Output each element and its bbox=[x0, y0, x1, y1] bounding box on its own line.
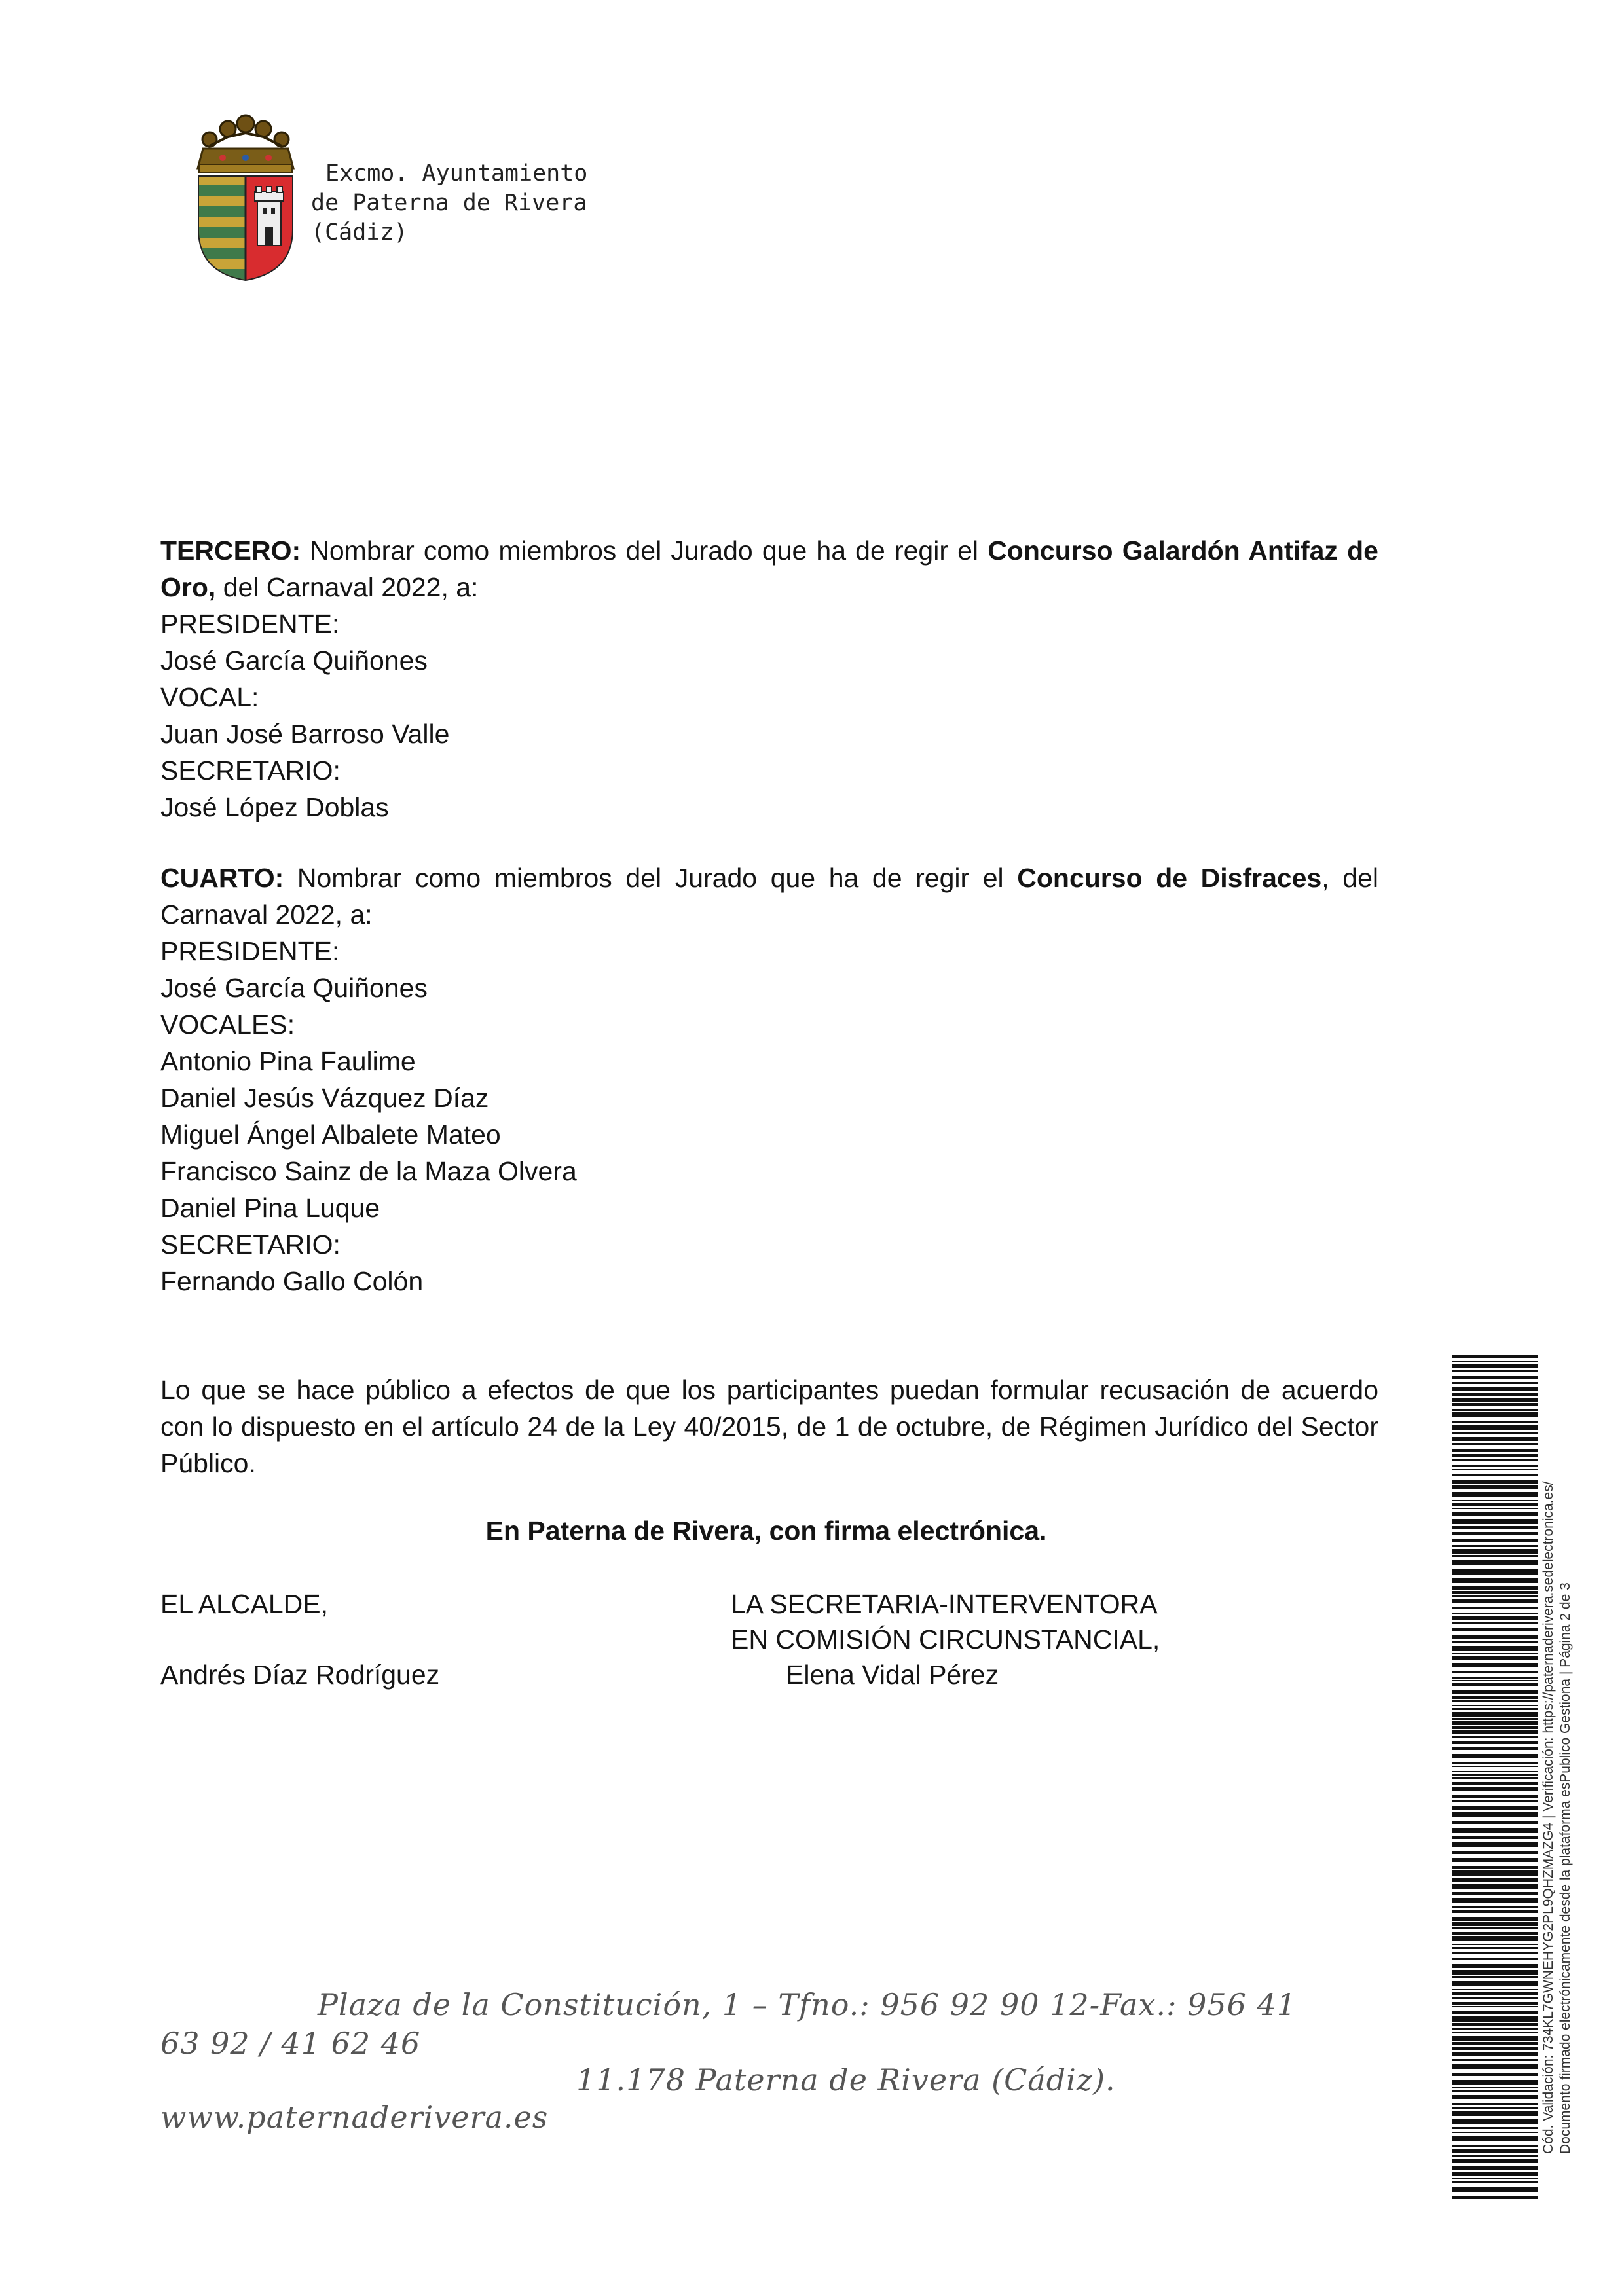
barcode-bar bbox=[1452, 2155, 1538, 2157]
barcode-bar bbox=[1452, 2159, 1538, 2163]
barcode-bar bbox=[1452, 1555, 1538, 1557]
barcode-bar bbox=[1452, 1884, 1538, 1889]
barcode-bar bbox=[1452, 1656, 1538, 1660]
barcode-bar bbox=[1452, 1866, 1538, 1869]
barcode-bar bbox=[1452, 1653, 1538, 1654]
barcode-bar bbox=[1452, 1721, 1538, 1725]
barcode-bar bbox=[1452, 2111, 1538, 2116]
barcode-bar bbox=[1452, 2107, 1538, 2109]
tercero-line: VOCAL: bbox=[160, 682, 259, 712]
barcode-bar bbox=[1452, 1616, 1538, 1620]
barcode-bar bbox=[1452, 1754, 1538, 1758]
barcode-bar bbox=[1452, 1782, 1538, 1785]
barcode-bar bbox=[1452, 1437, 1538, 1441]
barcode-bar bbox=[1452, 1730, 1538, 1734]
barcode-bar bbox=[1452, 1545, 1538, 1547]
barcode-bar bbox=[1452, 2132, 1538, 2133]
cuarto-line: Daniel Jesús Vázquez Díaz bbox=[160, 1083, 489, 1113]
barcode-bar bbox=[1452, 1622, 1538, 1624]
barcode-bar bbox=[1452, 1898, 1538, 1903]
barcode-bar bbox=[1452, 2073, 1538, 2076]
tercero-intro-line-2 bbox=[160, 569, 1378, 606]
barcode-bar bbox=[1452, 2103, 1538, 2105]
letterhead-line-3: (Cádiz) bbox=[311, 219, 408, 246]
barcode-bar bbox=[1452, 1932, 1538, 1935]
tercero-label: TERCERO: bbox=[160, 536, 301, 566]
barcode-bar bbox=[1452, 1696, 1538, 1699]
barcode-bar bbox=[1452, 1539, 1538, 1542]
closing-line: Público. bbox=[160, 1448, 256, 1478]
barcode-bar bbox=[1452, 1663, 1538, 1667]
barcode-bar bbox=[1452, 1364, 1538, 1368]
barcode-bar bbox=[1452, 1387, 1538, 1391]
barcode-bar bbox=[1452, 1591, 1538, 1594]
barcode-bar bbox=[1452, 1425, 1538, 1430]
barcode-bar bbox=[1452, 1952, 1538, 1954]
barcode-bar bbox=[1452, 1599, 1538, 1603]
validation-line-2: Documento firmado electrónicamente desde la plataforma esPublico Gestiona | Página 2 de 3 bbox=[1558, 1582, 1573, 2154]
cuarto-text-a: Nombrar como miembros del Jurado que ha de regir el bbox=[284, 863, 1018, 893]
barcode-bar bbox=[1452, 1892, 1538, 1895]
footer-address: Plaza de la Constitución, 1 – Tfno.: 956 92 90 12-Fax.: 956 41 bbox=[318, 1987, 1297, 2022]
closing-line: Lo que se hace público a efectos de que los participantes puedan formular recusación de acuerdo bbox=[160, 1375, 1378, 1405]
barcode-bar bbox=[1452, 1910, 1538, 1913]
barcode-bar bbox=[1452, 1370, 1538, 1372]
barcode-bar bbox=[1452, 1403, 1538, 1406]
barcode-bar bbox=[1452, 1944, 1538, 1945]
barcode-bar bbox=[1452, 2127, 1538, 2129]
tercero-contest-b: Oro, bbox=[160, 572, 216, 602]
barcode-bar bbox=[1452, 1412, 1538, 1417]
barcode-bar bbox=[1452, 1569, 1538, 1575]
cuarto-line: SECRETARIO: bbox=[160, 1230, 341, 1260]
barcode-bar bbox=[1452, 1947, 1538, 1949]
barcode-bar bbox=[1452, 1532, 1538, 1535]
footer-phones: 63 92 / 41 62 46 bbox=[160, 2026, 421, 2061]
cuarto-line: José García Quiñones bbox=[160, 973, 428, 1003]
barcode-bar bbox=[1452, 1449, 1538, 1452]
barcode-bar bbox=[1452, 2181, 1538, 2183]
barcode-bar bbox=[1452, 1485, 1538, 1489]
tercero-text-b: del Carnaval 2022, a: bbox=[215, 572, 479, 602]
barcode-bar bbox=[1452, 1459, 1538, 1461]
barcode-bar bbox=[1452, 1927, 1538, 1929]
mayor-title: EL ALCALDE, bbox=[160, 1589, 329, 1619]
barcode-bar bbox=[1452, 1469, 1538, 1470]
barcode-bar bbox=[1452, 2080, 1538, 2085]
cuarto-contest: Concurso de Disfraces bbox=[1017, 863, 1322, 893]
validation-text bbox=[1540, 1481, 1574, 2154]
barcode-bar bbox=[1452, 1771, 1538, 1772]
barcode-bar bbox=[1452, 1762, 1538, 1764]
barcode-bar bbox=[1452, 2064, 1538, 2069]
barcode-bar bbox=[1452, 1705, 1538, 1706]
secretary-title-2: EN COMISIÓN CIRCUNSTANCIAL, bbox=[731, 1624, 1160, 1654]
closing-paragraph bbox=[160, 1372, 1378, 1482]
tercero-line: PRESIDENTE: bbox=[160, 609, 340, 639]
validation-line-1: Cód. Validación: 734KL7GWNEHYG2PL9QHZMAZG4 | Verificación: https://paternaderivera.sedelectronica.es/ bbox=[1541, 1481, 1556, 2154]
barcode-bar bbox=[1452, 1958, 1538, 1960]
cuarto-intro-line-2: Carnaval 2022, a: bbox=[160, 900, 373, 930]
barcode-bar bbox=[1452, 1503, 1538, 1506]
barcode-bar bbox=[1452, 1828, 1538, 1833]
section-tercero bbox=[160, 532, 1378, 826]
cuarto-line: Fernando Gallo Colón bbox=[160, 1266, 424, 1296]
barcode-bar bbox=[1452, 1777, 1538, 1779]
shield-icon bbox=[199, 177, 292, 282]
tower-icon bbox=[255, 187, 284, 246]
barcode-bar bbox=[1452, 1586, 1538, 1590]
barcode-bar bbox=[1452, 1806, 1538, 1810]
barcode-bar bbox=[1452, 1774, 1538, 1776]
barcode-bar bbox=[1452, 1641, 1538, 1643]
barcode-bar bbox=[1452, 1936, 1538, 1941]
cuarto-line: PRESIDENTE: bbox=[160, 936, 340, 966]
barcode-bar bbox=[1452, 2087, 1538, 2088]
barcode-bar bbox=[1452, 1787, 1538, 1791]
barcode-bar bbox=[1452, 1628, 1538, 1631]
mayor-name: Andrés Díaz Rodríguez bbox=[160, 1660, 440, 1690]
barcode-bar bbox=[1452, 1964, 1538, 1968]
barcode-bar bbox=[1452, 2059, 1538, 2061]
barcode-bar bbox=[1452, 2095, 1538, 2099]
crown-icon bbox=[198, 115, 293, 172]
barcode-bar bbox=[1452, 1474, 1538, 1476]
barcode-bar bbox=[1452, 1708, 1538, 1710]
cuarto-line: Antonio Pina Faulime bbox=[160, 1046, 416, 1076]
barcode-bar bbox=[1452, 2028, 1538, 2030]
barcode-bar bbox=[1452, 1878, 1538, 1882]
barcode-bar bbox=[1452, 1492, 1538, 1497]
tercero-contest-a: Concurso Galardón Antifaz de bbox=[987, 536, 1378, 566]
tercero-line: SECRETARIO: bbox=[160, 756, 341, 786]
barcode-bar bbox=[1452, 1836, 1538, 1839]
closing-line: con lo dispuesto en el artículo 24 de la Ley 40/2015, de 1 de octubre, de Régimen Jurídico del Sector bbox=[160, 1412, 1378, 1442]
barcode-bar bbox=[1452, 1549, 1538, 1554]
barcode-bar bbox=[1452, 1712, 1538, 1717]
barcode-bar bbox=[1452, 1635, 1538, 1639]
barcode-bar bbox=[1452, 1718, 1538, 1720]
barcode-bar bbox=[1452, 1607, 1538, 1609]
barcode bbox=[1452, 1355, 1538, 2200]
barcode-bar bbox=[1452, 1741, 1538, 1744]
barcode-bar bbox=[1452, 1992, 1538, 1995]
barcode-bar bbox=[1452, 1747, 1538, 1750]
barcode-bar bbox=[1452, 1560, 1538, 1565]
barcode-bar bbox=[1452, 1858, 1538, 1862]
barcode-bar bbox=[1452, 1595, 1538, 1597]
barcode-bar bbox=[1452, 1480, 1538, 1484]
barcode-bar bbox=[1452, 1376, 1538, 1379]
barcode-bar bbox=[1452, 2178, 1538, 2179]
barcode-bar bbox=[1452, 1646, 1538, 1651]
barcode-bar bbox=[1452, 1680, 1538, 1681]
barcode-bar bbox=[1452, 1508, 1538, 1509]
place-signature-line: En Paterna de Rivera, con firma electrónica. bbox=[485, 1516, 1047, 1546]
letterhead-line-2: de Paterna de Rivera bbox=[311, 190, 587, 216]
barcode-bar bbox=[1452, 2006, 1538, 2007]
barcode-bar bbox=[1452, 1526, 1538, 1529]
barcode-bar bbox=[1452, 2149, 1538, 2153]
cuarto-intro-line-1 bbox=[160, 860, 1378, 896]
barcode-bar bbox=[1452, 1970, 1538, 1975]
barcode-bar bbox=[1452, 2011, 1538, 2014]
barcode-bar bbox=[1452, 1922, 1538, 1926]
barcode-bar bbox=[1452, 2145, 1538, 2147]
barcode-bar bbox=[1452, 1800, 1538, 1802]
barcode-bar bbox=[1452, 1409, 1538, 1411]
barcode-bar bbox=[1452, 1989, 1538, 1990]
barcode-bar bbox=[1452, 1976, 1538, 1978]
barcode-bar bbox=[1452, 1512, 1538, 1516]
barcode-bar bbox=[1452, 1870, 1538, 1876]
cuarto-line: Daniel Pina Luque bbox=[160, 1193, 380, 1223]
cuarto-line: Francisco Sainz de la Maza Olvera bbox=[160, 1156, 577, 1186]
tercero-line: José López Doblas bbox=[160, 792, 389, 822]
barcode-bar bbox=[1452, 1812, 1538, 1817]
footer-website: www.paternaderivera.es bbox=[160, 2100, 549, 2135]
barcode-bar bbox=[1452, 1851, 1538, 1854]
barcode-bar bbox=[1452, 1613, 1538, 1614]
letterhead bbox=[311, 159, 587, 247]
barcode-bar bbox=[1452, 1677, 1538, 1679]
letterhead-line-1: Excmo. Ayuntamiento bbox=[325, 160, 588, 187]
barcode-bar bbox=[1452, 1795, 1538, 1798]
cuarto-label: CUARTO: bbox=[160, 863, 284, 893]
barcode-bar bbox=[1452, 2023, 1538, 2026]
barcode-bar bbox=[1452, 1465, 1538, 1467]
barcode-bar bbox=[1452, 1683, 1538, 1686]
barcode-bar bbox=[1452, 1382, 1538, 1384]
tercero-line: Juan José Barroso Valle bbox=[160, 719, 450, 749]
barcode-bar bbox=[1452, 2047, 1538, 2050]
section-cuarto bbox=[160, 860, 1378, 1300]
barcode-bar bbox=[1452, 2090, 1538, 2092]
barcode-bar bbox=[1452, 1432, 1538, 1434]
barcode-bar bbox=[1452, 2042, 1538, 2045]
barcode-bar bbox=[1452, 2052, 1538, 2056]
footer-city: 11.178 Paterna de Rivera (Cádiz). bbox=[576, 2062, 1116, 2098]
cuarto-line: Miguel Ángel Albalete Mateo bbox=[160, 1120, 501, 1150]
secretary-title-1: LA SECRETARIA-INTERVENTORA bbox=[731, 1589, 1158, 1619]
barcode-bar bbox=[1452, 2136, 1538, 2141]
cuarto-text-b: , del bbox=[1321, 863, 1379, 893]
tercero-intro-line-1 bbox=[160, 532, 1378, 569]
barcode-bar bbox=[1452, 1736, 1538, 1738]
cuarto-line: VOCALES: bbox=[160, 1010, 295, 1040]
barcode-bar bbox=[1452, 1671, 1538, 1673]
barcode-bar bbox=[1452, 2196, 1538, 2199]
barcode-bar bbox=[1452, 1917, 1538, 1921]
barcode-bar bbox=[1452, 1355, 1538, 1358]
barcode-bar bbox=[1452, 1700, 1538, 1702]
barcode-bar bbox=[1452, 1500, 1538, 1501]
barcode-bar bbox=[1452, 1842, 1538, 1847]
tercero-line: José García Quiñones bbox=[160, 646, 428, 676]
barcode-bar bbox=[1452, 2187, 1538, 2192]
barcode-bar bbox=[1452, 2172, 1538, 2176]
tercero-text-a: Nombrar como miembros del Jurado que ha de regir el bbox=[301, 536, 988, 566]
barcode-bar bbox=[1452, 1393, 1538, 1396]
barcode-bar bbox=[1452, 1454, 1538, 1457]
coat-of-arms-logo bbox=[190, 108, 301, 282]
barcode-bar bbox=[1452, 1821, 1538, 1824]
barcode-bar bbox=[1452, 1997, 1538, 1999]
barcode-bar bbox=[1452, 2119, 1538, 2124]
barcode-bar bbox=[1452, 1726, 1538, 1729]
barcode-bar bbox=[1452, 1421, 1538, 1423]
barcode-bar bbox=[1452, 1398, 1538, 1402]
barcode-bar bbox=[1452, 1443, 1538, 1445]
secretary-name: Elena Vidal Pérez bbox=[786, 1660, 999, 1690]
barcode-bar bbox=[1452, 1906, 1538, 1908]
barcode-bar bbox=[1452, 2036, 1538, 2041]
barcode-bar bbox=[1452, 1690, 1538, 1694]
barcode-bar bbox=[1452, 1519, 1538, 1524]
barcode-bar bbox=[1452, 1578, 1538, 1583]
barcode-bar bbox=[1452, 1766, 1538, 1767]
barcode-bar bbox=[1452, 2002, 1538, 2005]
barcode-bar bbox=[1452, 2032, 1538, 2033]
barcode-bar bbox=[1452, 1361, 1538, 1362]
barcode-bar bbox=[1452, 2166, 1538, 2170]
barcode-bar bbox=[1452, 2016, 1538, 2022]
barcode-bar bbox=[1452, 1981, 1538, 1986]
